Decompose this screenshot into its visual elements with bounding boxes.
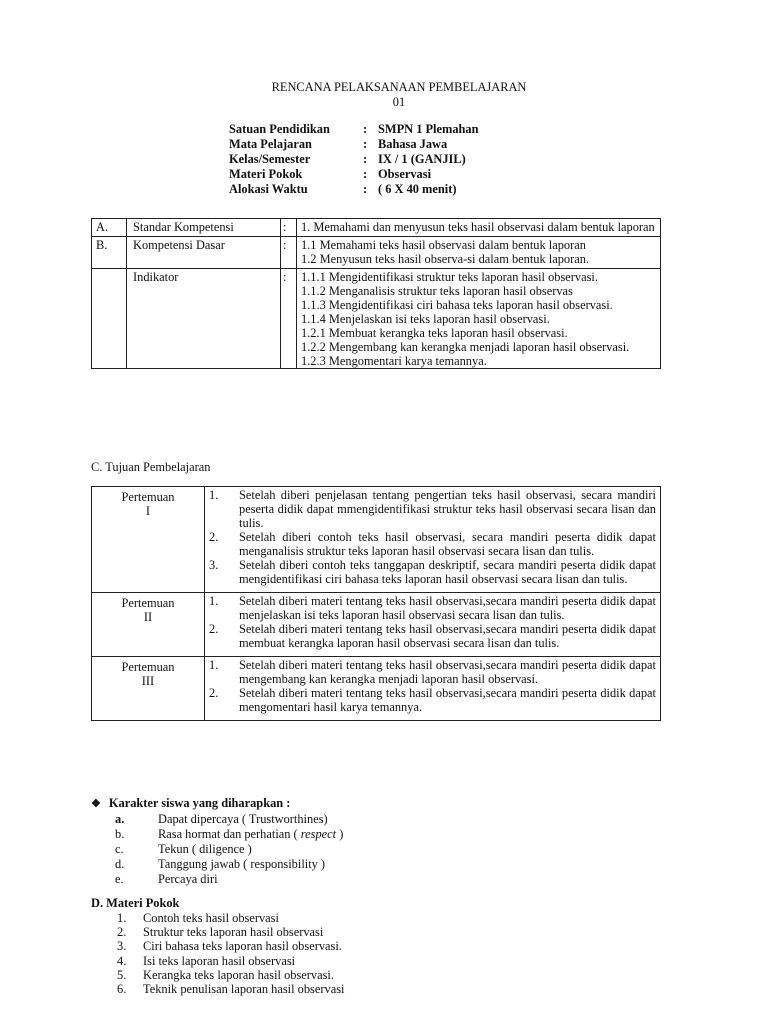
indicator-item: 1.2.1 Membuat kerangka teks laporan hasil observasi.	[301, 326, 568, 340]
identity-key: Kelas/Semester	[229, 152, 311, 166]
competency-table	[91, 218, 661, 369]
karakter-letter: c.	[115, 842, 124, 856]
competency-row-a	[92, 219, 661, 237]
karakter-item	[91, 812, 343, 827]
karakter-text	[158, 827, 343, 842]
objective-text: Setelah diberi materi tentang teks hasil observasi,secara mandiri peserta didik dapat membuat kerangka laporan hasil observasi secara lisan dan tulis.	[239, 622, 656, 650]
meeting-objectives	[205, 593, 661, 657]
identity-value: Observasi	[378, 167, 432, 181]
objective-text: Setelah diberi materi tentang teks hasil observasi,secara mandiri peserta didik dapat mengomentari hasil karya temannya.	[239, 686, 656, 714]
materi-item	[91, 968, 344, 982]
objective-text: Setelah diberi materi tentang teks hasil observasi,secara mandiri peserta didik dapat menjelaskan isi teks laporan hasil observasi secara lisan dan tulis.	[239, 594, 656, 622]
karakter-heading	[91, 796, 343, 812]
row-content	[297, 237, 661, 269]
objective-number: 1.	[209, 594, 219, 608]
materi-text: Teknik penulisan laporan hasil observasi	[143, 982, 345, 997]
objective-number: 2.	[209, 530, 219, 544]
meeting-label	[92, 593, 205, 657]
karakter-letter: d.	[115, 857, 125, 871]
karakter-text	[158, 857, 325, 872]
row-letter-empty	[92, 269, 127, 369]
row-title: Kompetensi Dasar	[127, 237, 281, 269]
indicator-item: 1.2.2 Mengembang kan kerangka menjadi laporan hasil observasi.	[301, 340, 630, 354]
identity-colon: :	[363, 152, 368, 166]
materi-number: 4.	[117, 953, 127, 968]
identity-key: Alokasi Waktu	[229, 182, 308, 196]
tujuan-heading: C. Tujuan Pembelajaran	[91, 460, 211, 474]
title-number: 01	[392, 95, 406, 109]
identity-value: Bahasa Jawa	[378, 137, 448, 151]
row-colon: :	[281, 219, 297, 237]
materi-text: Kerangka teks laporan hasil observasi.	[143, 967, 334, 982]
objective-number: 1.	[209, 488, 219, 502]
meeting-number: I	[145, 504, 151, 518]
meeting-label	[92, 657, 205, 721]
objective-text: Setelah diberi contoh teks tanggapan deskriptif, secara mandiri peserta didik dapat mengidentifikasi ciri bahasa teks laporan hasil observasi secara lisan dan tulis.	[239, 558, 656, 586]
materi-number: 5.	[117, 967, 127, 982]
objective-item	[209, 530, 656, 558]
karakter-text-italic: respect	[300, 827, 337, 841]
materi-number: 3.	[117, 939, 127, 954]
materi-item	[91, 925, 344, 939]
row-letter: A.	[92, 219, 127, 237]
identity-colon: :	[363, 182, 368, 196]
objective-number: 1.	[209, 658, 219, 672]
meeting-label	[92, 487, 205, 593]
materi-number: 2.	[117, 925, 127, 940]
indicator-item: 1.2.3 Mengomentari karya temannya.	[301, 354, 487, 368]
objective-number: 3.	[209, 558, 219, 572]
row-title: Indikator	[127, 269, 281, 369]
karakter-letter: e.	[115, 872, 124, 886]
meeting-row	[92, 487, 661, 593]
karakter-text	[158, 872, 218, 887]
objective-item	[209, 558, 656, 586]
row-colon: :	[281, 237, 297, 269]
objective-item	[209, 594, 656, 622]
row-title: Standar Kompetensi	[127, 219, 281, 237]
karakter-item	[91, 857, 343, 872]
materi-text: Isi teks laporan hasil observasi	[143, 953, 296, 968]
row-content	[297, 219, 661, 237]
indicator-item: 1.1.1 Mengidentifikasi struktur teks laporan hasil observasi.	[301, 270, 598, 284]
meeting-number: II	[143, 610, 153, 624]
meeting-row	[92, 593, 661, 657]
objective-item	[209, 622, 656, 650]
karakter-text-after: )	[336, 827, 344, 841]
karakter-text-main: Tekun ( diligence )	[158, 842, 252, 856]
karakter-item	[91, 872, 343, 887]
identity-colon: :	[363, 167, 368, 181]
identity-key: Mata Pelajaran	[229, 137, 312, 151]
objective-number: 2.	[209, 622, 219, 636]
karakter-section	[91, 796, 343, 887]
karakter-item	[91, 827, 343, 842]
materi-item	[91, 982, 344, 996]
meeting-label-text: Pertemuan	[121, 596, 175, 610]
materi-item	[91, 939, 344, 953]
competency-item: 1.1 Memahami teks hasil observasi dalam bentuk laporan	[301, 238, 586, 252]
materi-heading: D. Materi Pokok	[91, 896, 180, 910]
row-colon: :	[281, 269, 297, 369]
identity-key: Materi Pokok	[229, 167, 303, 181]
tujuan-table	[91, 486, 661, 721]
competency-row-b	[92, 237, 661, 269]
identity-value: SMPN 1 Plemahan	[378, 122, 479, 136]
karakter-item	[91, 842, 343, 857]
objective-item	[209, 686, 656, 714]
karakter-text-main: Dapat dipercaya ( Trustworthines)	[158, 812, 328, 826]
karakter-text-main: Rasa hormat dan perhatian (	[158, 827, 301, 841]
identity-row	[229, 167, 479, 182]
identity-row	[229, 152, 479, 167]
meeting-row	[92, 657, 661, 721]
diamond-bullet-icon: ❖	[91, 798, 101, 810]
materi-text: Struktur teks laporan hasil observasi	[143, 925, 324, 940]
indicator-item: 1.1.4 Menjelaskan isi teks laporan hasil observasi.	[301, 312, 550, 326]
karakter-text	[158, 812, 328, 827]
karakter-text-main: Percaya diri	[158, 872, 218, 886]
competency-row-indikator	[92, 269, 661, 369]
meeting-label-text: Pertemuan	[121, 660, 175, 674]
identity-key: Satuan Pendidikan	[229, 122, 330, 136]
meeting-objectives	[205, 487, 661, 593]
objective-item	[209, 488, 656, 530]
materi-item	[91, 911, 344, 925]
identity-row	[229, 182, 479, 197]
indicator-item: 1.1.3 Mengidentifikasi ciri bahasa teks laporan hasil observasi.	[301, 298, 613, 312]
objective-text: Setelah diberi contoh teks hasil observasi, secara mandiri peserta didik dapat menganalisis struktur teks laporan hasil observasi secara lisan dan tulis.	[239, 530, 656, 558]
row-letter: B.	[92, 237, 127, 269]
identity-row	[229, 137, 479, 152]
indicator-item: 1.1.2 Menganalisis struktur teks laporan hasil observas	[301, 284, 573, 298]
materi-number: 6.	[117, 982, 127, 997]
materi-section	[91, 896, 344, 996]
karakter-letter: a.	[115, 812, 125, 826]
meeting-label-text: Pertemuan	[121, 490, 175, 504]
document-title	[0, 80, 768, 110]
materi-number: 1.	[117, 911, 127, 925]
meeting-number: III	[141, 674, 155, 688]
karakter-letter: b.	[115, 827, 125, 841]
materi-text: Contoh teks hasil observasi	[143, 911, 279, 925]
objective-text: Setelah diberi penjelasan tentang pengertian teks hasil observasi, secara mandiri peserta didik dapat mmengidentifikasi struktur teks hasil observasi secara lisan dan tulis.	[239, 488, 656, 530]
objective-item	[209, 658, 656, 686]
identity-colon: :	[363, 122, 368, 136]
identity-row	[229, 122, 479, 137]
identity-table	[229, 122, 479, 197]
title-line: RENCANA PELAKSANAAN PEMBELAJARAN	[271, 80, 527, 94]
identity-colon: :	[363, 137, 368, 151]
identity-value: ( 6 X 40 menit)	[378, 182, 457, 196]
identity-value: IX / 1 (GANJIL)	[378, 152, 466, 166]
karakter-text	[158, 842, 252, 857]
objective-text: Setelah diberi materi tentang teks hasil observasi,secara mandiri peserta didik dapat mengembang kan kerangka menjadi laporan hasil observasi.	[239, 658, 656, 686]
materi-text: Ciri bahasa teks laporan hasil observasi.	[143, 939, 342, 954]
row-content	[297, 269, 661, 369]
objective-number: 2.	[209, 686, 219, 700]
karakter-heading-text: Karakter siswa yang diharapkan :	[108, 796, 291, 810]
competency-item: 1.2 Menyusun teks hasil observa-si dalam bentuk laporan.	[301, 252, 590, 266]
meeting-objectives	[205, 657, 661, 721]
materi-item	[91, 954, 344, 968]
karakter-text-main: Tanggung jawab ( responsibility )	[158, 857, 326, 871]
competency-item: 1. Memahami dan menyusun teks hasil observasi dalam bentuk laporan	[301, 220, 655, 234]
